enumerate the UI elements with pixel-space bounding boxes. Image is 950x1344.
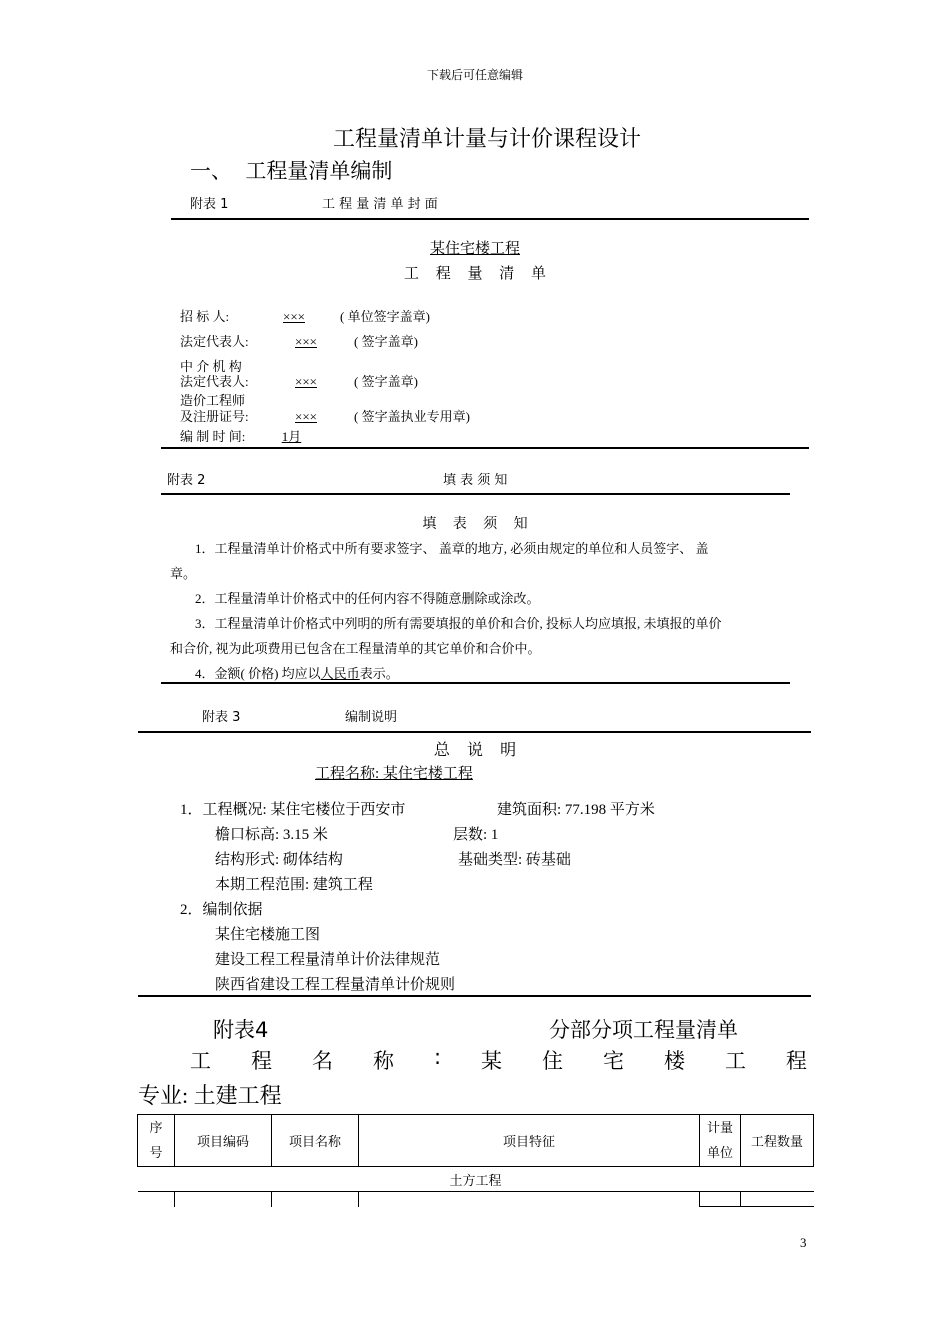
cover-top-rule xyxy=(171,218,809,220)
bill-project-char: 工 xyxy=(190,1049,211,1073)
bill-project-char: 程 xyxy=(250,1049,272,1073)
header-no-line: 序 xyxy=(149,1120,163,1136)
notice-item-cont: 和合价, 视为此项费用已包含在工程量清单的其它单价和合价中。 xyxy=(170,641,541,656)
bill-project-char: 宅 xyxy=(602,1049,624,1073)
desc-eave-height: 檐口标高: 3.15 米 xyxy=(215,827,328,843)
desc-top-rule xyxy=(138,731,811,733)
desc-area: 建筑面积: 77.198 平方米 xyxy=(497,802,655,818)
table-cell xyxy=(272,1192,359,1207)
notice-item-text: 4．金额( 价格) 均应以 xyxy=(195,666,321,681)
header-name: 项目名称 xyxy=(272,1115,359,1167)
notice-item: 1．工程量清单计价格式中所有要求签字、 盖章的地方, 必须由规定的单位和人员签字、 盖 xyxy=(195,541,709,556)
bill-table-label: 附表4 xyxy=(213,1018,269,1042)
field-note: ( 签字盖章) xyxy=(354,334,418,349)
table-row xyxy=(138,1192,814,1207)
desc-foundation: 基础类型: 砖基础 xyxy=(458,852,571,868)
desc-table-title: 编制说明 xyxy=(345,710,398,725)
table-cell xyxy=(138,1192,175,1207)
desc-basis-label: 2．编制依据 xyxy=(180,902,263,918)
field-value-text: ××× xyxy=(295,334,317,349)
field-value-text: ××× xyxy=(295,409,317,424)
cover-table-title: 工 程 量 清 单 封 面 xyxy=(322,197,438,212)
field-label: 法定代表人: xyxy=(180,374,249,389)
cover-table-label: 附表 1 xyxy=(190,197,229,212)
desc-basis-item: 某住宅楼施工图 xyxy=(215,927,321,943)
field-value xyxy=(258,406,470,425)
header-feature: 项目特征 xyxy=(359,1115,700,1167)
bill-project-char: 某 xyxy=(481,1049,502,1073)
desc-scope: 本期工程范围: 建筑工程 xyxy=(215,877,373,893)
bill-project-char: : xyxy=(433,1045,442,1069)
field-value xyxy=(258,426,325,445)
desc-floors: 层数: 1 xyxy=(453,827,499,843)
field-value xyxy=(248,306,430,325)
bill-table xyxy=(137,1114,814,1207)
table-cell xyxy=(700,1192,741,1207)
bill-project-char: 住 xyxy=(541,1049,563,1073)
field-value xyxy=(258,371,418,390)
notice-table-title: 填 表 须 知 xyxy=(443,473,508,488)
page-number: 3 xyxy=(800,1235,807,1250)
document-title: 工程量清单计量与计价课程设计 xyxy=(332,127,641,152)
desc-basis-item: 陕西省建设工程工程量清单计价规则 xyxy=(215,977,456,993)
field-label: 法定代表人: xyxy=(180,334,249,349)
notice-table-label: 附表 2 xyxy=(167,473,206,488)
notice-item xyxy=(195,663,399,682)
header-unit-line: 计量 xyxy=(706,1120,733,1136)
cover-subtitle: 工 程 量 清 单 xyxy=(403,264,553,282)
field-label: 及注册证号: xyxy=(180,409,249,424)
header-no xyxy=(138,1115,175,1167)
notice-bottom-rule xyxy=(161,682,790,684)
field-note: ( 签字盖执业专用章) xyxy=(354,409,470,424)
bill-project-char: 称 xyxy=(372,1049,394,1073)
field-value xyxy=(258,331,418,350)
currency-text: 人民币 xyxy=(320,666,360,681)
header-no-line: 号 xyxy=(149,1145,163,1161)
field-value-text: 1月 xyxy=(281,429,302,444)
header-code: 项目编码 xyxy=(175,1115,272,1167)
header-qty: 工程数量 xyxy=(741,1115,814,1167)
bill-project-name xyxy=(190,1045,807,1075)
notice-heading: 填 表 须 知 xyxy=(422,516,534,532)
table-cell xyxy=(741,1192,814,1207)
header-unit-line: 单位 xyxy=(706,1145,733,1161)
field-label: 招 标 人: xyxy=(180,309,230,324)
table-cell xyxy=(175,1192,272,1207)
field-value-text: ××× xyxy=(295,374,317,389)
field-label: 编 制 时 间: xyxy=(180,429,246,444)
cover-project-name: 某住宅楼工程 xyxy=(429,239,520,257)
bill-project-char: 工 xyxy=(724,1049,746,1073)
desc-basis-item: 建设工程工程量清单计价法律规范 xyxy=(215,952,441,968)
notice-item: 3．工程量清单计价格式中列明的所有需要填报的单价和合价, 投标人均应填报, 未填报的单价 xyxy=(195,616,722,631)
table-cell xyxy=(359,1192,700,1207)
desc-overview: 1．工程概况: 某住宅楼位于西安市 xyxy=(180,802,406,818)
desc-structure: 结构形式: 砌体结构 xyxy=(215,852,343,868)
table-header-row xyxy=(138,1115,814,1167)
section-heading: 一、 工程量清单编制 xyxy=(190,159,393,183)
bill-project-char: 楼 xyxy=(663,1049,685,1073)
desc-project-line: 工程名称: 某住宅楼工程 xyxy=(315,766,473,782)
cover-bottom-rule xyxy=(161,447,809,449)
group-row-label: 土方工程 xyxy=(138,1167,814,1192)
desc-table-label: 附表 3 xyxy=(202,710,241,725)
bill-table-title: 分部分项工程量清单 xyxy=(549,1018,738,1042)
desc-heading: 总 说 明 xyxy=(433,740,523,759)
bill-project-char: 程 xyxy=(785,1049,807,1073)
field-note: ( 单位签字盖章) xyxy=(340,309,430,324)
group-row xyxy=(138,1167,814,1192)
header-unit xyxy=(700,1115,741,1167)
header-note: 下载后可任意编辑 xyxy=(426,68,523,82)
bill-project-char: 名 xyxy=(311,1049,333,1073)
notice-top-rule xyxy=(161,493,790,495)
field-label-top: 造价工程师 xyxy=(180,393,246,408)
field-note: ( 签字盖章) xyxy=(354,374,418,389)
notice-item-cont: 章。 xyxy=(170,566,197,581)
notice-item-text: 表示。 xyxy=(359,666,399,681)
field-label-top: 中 介 机 构 xyxy=(180,359,242,374)
notice-item: 2．工程量清单计价格式中的任何内容不得随意删除或涂改。 xyxy=(195,591,540,606)
desc-bottom-rule xyxy=(138,995,811,997)
bill-specialty: 专业: 土建工程 xyxy=(138,1083,282,1108)
field-value-text: ××× xyxy=(283,309,305,324)
